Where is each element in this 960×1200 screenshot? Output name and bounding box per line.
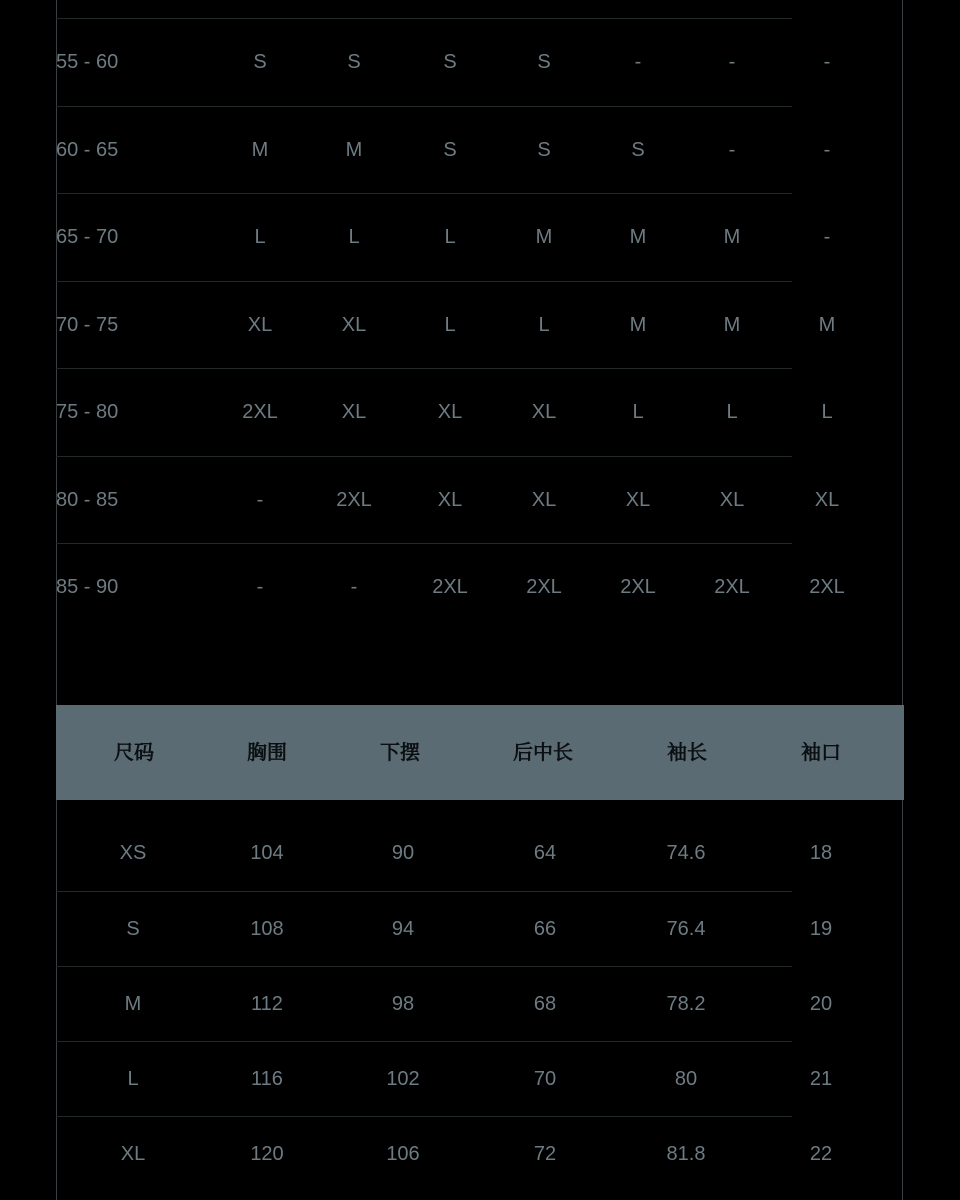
weight-range: 85 - 90 xyxy=(56,576,119,598)
recommended-size: - xyxy=(823,138,831,161)
measurement-value: 22 xyxy=(809,1143,833,1165)
recommended-size: L xyxy=(348,226,360,248)
recommended-size: XL xyxy=(341,313,367,336)
measurement-value: 104 xyxy=(250,842,284,864)
recommended-size: XL xyxy=(531,401,557,423)
recommended-size: 2XL xyxy=(714,576,750,598)
recommended-size: - xyxy=(728,138,736,161)
size-chart-column-header: 下摆 xyxy=(380,740,420,764)
measurement-value: 112 xyxy=(251,993,283,1015)
size-chart-row xyxy=(56,966,833,1041)
recommended-size: 2XL xyxy=(432,576,468,598)
measurement-value: 81.8 xyxy=(666,1143,706,1165)
size-chart-table xyxy=(56,816,833,1191)
recommended-size: M xyxy=(723,313,741,336)
weight-range: 70 - 75 xyxy=(56,313,119,336)
recommendation-row xyxy=(56,281,836,369)
recommended-size: XL xyxy=(719,488,745,511)
measurement-value: 64 xyxy=(533,842,557,864)
recommendation-row xyxy=(56,106,831,194)
recommended-size: S xyxy=(347,51,361,73)
recommended-size: L xyxy=(444,313,456,336)
recommended-size: 2XL xyxy=(242,401,278,423)
recommended-size: XL xyxy=(437,488,463,511)
weight-range: 75 - 80 xyxy=(56,401,119,423)
measurement-value: 20 xyxy=(809,993,833,1015)
measurement-value: 18 xyxy=(809,842,833,864)
recommended-size: M xyxy=(629,313,647,336)
recommendation-row xyxy=(56,368,833,456)
size-chart-column-header: 胸围 xyxy=(247,740,287,764)
measurement-value: 106 xyxy=(386,1143,420,1165)
recommended-size: XL xyxy=(531,488,557,511)
size-label: L xyxy=(127,1068,139,1090)
measurement-value: 19 xyxy=(809,918,833,940)
recommended-size: XL xyxy=(437,401,463,423)
measurement-value: 21 xyxy=(809,1068,833,1090)
recommended-size: - xyxy=(256,576,264,598)
recommended-size: - xyxy=(823,226,831,248)
size-chart-column-header: 袖口 xyxy=(801,740,841,764)
size-chart-column-header: 后中长 xyxy=(513,740,573,764)
recommended-size: 2XL xyxy=(526,576,562,598)
size-chart-row xyxy=(56,816,833,891)
recommended-size: S xyxy=(631,138,645,161)
recommended-size: L xyxy=(254,226,266,248)
size-chart-column-header: 尺码 xyxy=(114,740,154,764)
recommended-size: M xyxy=(251,138,269,161)
recommended-size: - xyxy=(256,488,264,511)
measurement-value: 78.2 xyxy=(666,993,706,1015)
size-label: S xyxy=(126,918,140,940)
recommended-size: XL xyxy=(814,488,840,511)
weight-range: 55 - 60 xyxy=(56,51,119,73)
weight-range: 80 - 85 xyxy=(56,488,119,511)
size-label: XL xyxy=(120,1143,146,1165)
recommended-size: L xyxy=(444,226,456,248)
measurement-value: 66 xyxy=(533,918,557,940)
measurement-value: 120 xyxy=(250,1143,284,1165)
size-chart-header xyxy=(56,705,904,800)
recommended-size: M xyxy=(535,226,553,248)
size-chart-row xyxy=(56,891,833,966)
recommendation-row xyxy=(56,456,840,544)
measurement-value: 102 xyxy=(386,1068,420,1090)
size-recommendation-table xyxy=(56,18,845,631)
recommended-size: M xyxy=(629,226,647,248)
measurement-value: 72 xyxy=(533,1143,557,1165)
weight-range: 60 - 65 xyxy=(56,138,119,161)
recommended-size: S xyxy=(537,138,551,161)
recommended-size: M xyxy=(345,138,363,161)
measurement-value: 74.6 xyxy=(666,842,706,864)
measurement-value: 80 xyxy=(674,1068,698,1090)
size-label: M xyxy=(124,993,142,1015)
measurement-value: 98 xyxy=(391,993,415,1015)
measurement-value: 68 xyxy=(533,993,557,1015)
size-label: XS xyxy=(119,842,147,864)
recommendation-row xyxy=(56,193,831,281)
recommended-size: L xyxy=(632,401,644,423)
recommended-size: - xyxy=(634,51,642,73)
recommended-size: XL xyxy=(625,488,651,511)
recommended-size: M xyxy=(818,313,836,336)
measurement-value: 116 xyxy=(251,1068,283,1090)
recommended-size: 2XL xyxy=(809,576,845,598)
measurement-value: 76.4 xyxy=(666,918,706,940)
recommended-size: XL xyxy=(341,401,367,423)
measurement-value: 108 xyxy=(250,918,284,940)
measurement-value: 70 xyxy=(533,1068,557,1090)
recommended-size: 2XL xyxy=(620,576,656,598)
recommended-size: L xyxy=(538,313,550,336)
recommended-size: - xyxy=(823,51,831,73)
recommended-size: L xyxy=(726,401,738,423)
size-chart-row xyxy=(56,1116,833,1191)
recommended-size: - xyxy=(350,576,358,598)
recommendation-row xyxy=(56,18,831,106)
recommendation-row xyxy=(56,543,845,631)
recommended-size: XL xyxy=(247,313,273,336)
recommended-size: S xyxy=(537,51,551,73)
measurement-value: 90 xyxy=(391,842,415,864)
weight-range: 65 - 70 xyxy=(56,226,119,248)
measurement-value: 94 xyxy=(391,918,415,940)
recommended-size: 2XL xyxy=(336,488,372,511)
recommended-size: M xyxy=(723,226,741,248)
recommended-size: S xyxy=(443,138,457,161)
recommended-size: S xyxy=(443,51,457,73)
size-chart-column-header: 袖长 xyxy=(667,740,707,764)
recommended-size: L xyxy=(821,401,833,423)
size-chart-row xyxy=(56,1041,833,1116)
recommended-size: S xyxy=(253,51,267,73)
recommended-size: - xyxy=(728,51,736,73)
